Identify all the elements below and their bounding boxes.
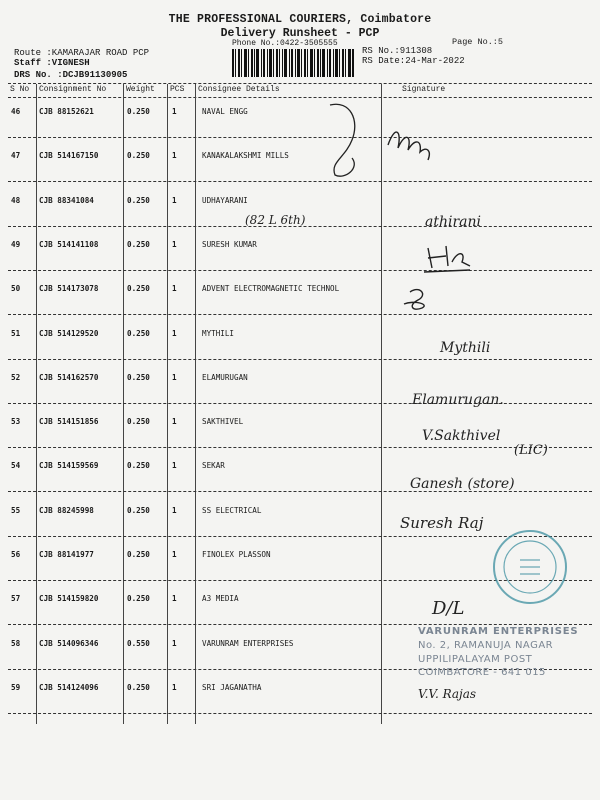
col-consignment: Consignment No: [39, 85, 107, 94]
row-divider: [8, 226, 592, 227]
cell-consignment: CJB 514151856: [39, 417, 99, 427]
cell-consignment: CJB 514173078: [39, 284, 99, 294]
cell-consignee: UDHAYARANI: [202, 195, 248, 205]
header-top-rule: [8, 83, 592, 84]
handwritten-signature-53: V.Sakthivel: [422, 428, 501, 444]
row-divider: [8, 536, 592, 537]
cell-weight: 0.250: [127, 372, 150, 382]
staff-label: Staff :VIGNESH: [14, 58, 90, 68]
cell-pcs: 1: [172, 372, 177, 382]
col-pcs: PCS: [170, 85, 185, 94]
cell-consignee: SAKTHIVEL: [202, 417, 244, 427]
cell-sno: 47: [11, 151, 21, 161]
cell-weight: 0.250: [127, 461, 150, 471]
cell-consignment: CJB 88245998: [39, 505, 94, 515]
cell-sno: 59: [11, 682, 21, 692]
row-divider: [8, 314, 592, 315]
handwritten-note-53: (LIC): [514, 443, 548, 458]
row-divider: [8, 403, 592, 404]
cell-weight: 0.250: [127, 151, 150, 161]
handwritten-signature-54: Ganesh (store): [410, 476, 515, 492]
col-signature: Signature: [402, 85, 446, 94]
cell-sno: 52: [11, 372, 21, 382]
cell-pcs: 1: [172, 151, 177, 161]
cell-pcs: 1: [172, 550, 177, 559]
cell-pcs: 1: [172, 505, 177, 515]
cell-pcs: 1: [172, 682, 177, 692]
cell-sno: 55: [11, 505, 21, 515]
cell-consignee: SURESH KUMAR: [202, 239, 257, 249]
cell-weight: 0.250: [127, 284, 150, 294]
stamp-line-3: UPPILIPALAYAM POST: [418, 654, 533, 665]
row-divider: [8, 713, 592, 714]
row-divider: [8, 491, 592, 492]
cell-weight: 0.250: [127, 328, 150, 338]
cell-consignment: CJB 514124096: [39, 682, 99, 692]
cell-consignment: CJB 514167150: [39, 151, 99, 161]
cell-pcs: 1: [172, 461, 177, 471]
handwritten-signature-52: Elamurugan.: [412, 392, 504, 408]
handwritten-signature-59: V.V. Rajas: [418, 687, 477, 701]
col-weight: Weight: [126, 85, 155, 94]
cell-sno: 57: [11, 594, 21, 604]
cell-pcs: 1: [172, 107, 177, 116]
cell-sno: 49: [11, 239, 21, 249]
route-label: Route :KAMARAJAR ROAD PCP: [14, 48, 150, 58]
cell-consignment: CJB 88341084: [39, 195, 94, 205]
cell-sno: 46: [11, 107, 21, 116]
runsheet-subtitle: Delivery Runsheet - PCP: [220, 27, 380, 40]
row-divider: [8, 270, 592, 271]
rs-date: RS Date:24-Mar-2022: [362, 56, 465, 66]
cell-weight: 0.250: [127, 239, 150, 249]
cell-sno: 50: [11, 284, 21, 294]
cell-weight: 0.250: [127, 594, 150, 604]
stamp-line-4: COIMBATORE - 641 015: [418, 667, 546, 678]
col-sno: S No: [10, 85, 30, 94]
cell-sno: 54: [11, 461, 21, 471]
cell-pcs: 1: [172, 594, 177, 604]
cell-consignee: SEKAR: [202, 461, 225, 471]
cell-consignee: NAVAL ENGG: [202, 107, 248, 116]
cell-sno: 51: [11, 328, 21, 338]
cell-consignment: CJB 514096346: [39, 638, 99, 648]
signature-scribble-46: [330, 104, 355, 176]
phone-number: Phone No.:0422-3505555: [232, 39, 338, 48]
handwritten-signature-51: Mythili: [440, 340, 491, 356]
cell-consignment: CJB 514129520: [39, 328, 99, 338]
cell-sno: 48: [11, 195, 21, 205]
cell-consignment: CJB 88152621: [39, 107, 94, 116]
stamp-line-1: VARUNRAM ENTERPRISES: [418, 626, 579, 637]
cell-consignment: CJB 514159569: [39, 461, 99, 471]
signature-scribble-49: [424, 246, 470, 272]
cell-weight: 0.250: [127, 550, 150, 559]
stamp-line-2: No. 2, RAMANUJA NAGAR: [418, 640, 554, 651]
company-seal-icon: [494, 531, 566, 603]
row-divider: [8, 359, 592, 360]
cell-consignee: FINOLEX PLASSON: [202, 550, 271, 559]
cell-weight: 0.550: [127, 638, 150, 648]
cell-consignment: CJB 514159820: [39, 594, 99, 604]
handwritten-signature-55: Suresh Raj: [400, 514, 484, 532]
cell-pcs: 1: [172, 239, 177, 249]
cell-weight: 0.250: [127, 417, 150, 427]
cell-pcs: 1: [172, 195, 177, 205]
cell-consignee: SS ELECTRICAL: [202, 505, 262, 515]
page-number: Page No.:5: [452, 37, 504, 47]
cell-pcs: 1: [172, 638, 177, 648]
cell-pcs: 1: [172, 284, 177, 294]
cell-sno: 58: [11, 638, 21, 648]
cell-consignee: SRI JAGANATHA: [202, 682, 262, 692]
barcode-icon: [232, 49, 354, 77]
cell-sno: 56: [11, 550, 21, 559]
cell-pcs: 1: [172, 328, 177, 338]
handwritten-note-48: (82 L 6th): [245, 213, 306, 227]
cell-consignee: KANAKALAKSHMI MILLS: [202, 151, 289, 161]
rs-number: RS No.:911308: [362, 46, 433, 56]
col-consignee: Consignee Details: [198, 85, 280, 94]
cell-sno: 53: [11, 417, 21, 427]
handwritten-signature-57: D/L: [432, 598, 465, 619]
row-divider: [8, 580, 592, 581]
cell-consignee: MYTHILI: [202, 328, 235, 338]
cell-consignment: CJB 514141108: [39, 239, 99, 249]
cell-consignee: A3 MEDIA: [202, 594, 239, 604]
row-divider: [8, 447, 592, 448]
row-divider: [8, 137, 592, 138]
drs-number: DRS No. :DCJB91130905: [14, 70, 128, 80]
handwritten-signature-48: athirani: [425, 214, 481, 230]
cell-consignment: CJB 514162570: [39, 372, 99, 382]
company-title: THE PROFESSIONAL COURIERS, Coimbatore: [168, 13, 432, 26]
cell-pcs: 1: [172, 417, 177, 427]
cell-weight: 0.250: [127, 682, 150, 692]
cell-consignee: VARUNRAM ENTERPRISES: [202, 638, 294, 648]
header-bottom-rule: [8, 97, 592, 98]
cell-weight: 0.250: [127, 195, 150, 205]
cell-weight: 0.250: [127, 505, 150, 515]
cell-consignee: ELAMURUGAN: [202, 372, 248, 382]
cell-weight: 0.250: [127, 107, 150, 116]
cell-consignee: ADVENT ELECTROMAGNETIC TECHNOL: [202, 284, 340, 294]
cell-consignment: CJB 88141977: [39, 550, 94, 559]
signature-scribble-50: [404, 290, 424, 310]
row-divider: [8, 181, 592, 182]
